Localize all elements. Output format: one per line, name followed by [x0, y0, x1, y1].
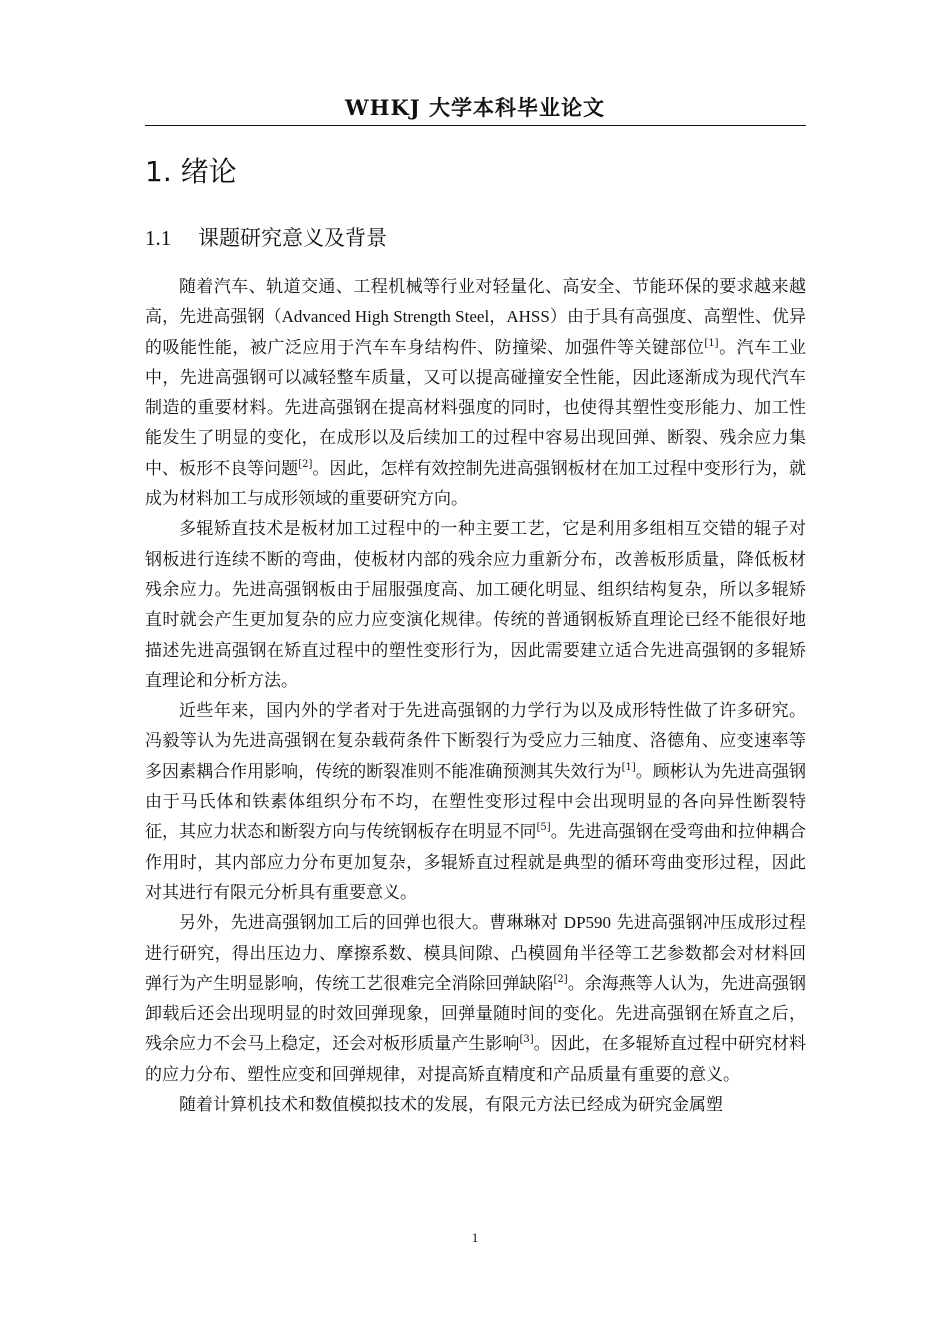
citation-ref: [1]: [704, 337, 719, 349]
citation-ref: [3]: [519, 1034, 534, 1046]
citation-ref: [2]: [553, 973, 568, 985]
page-number: 1: [471, 1230, 479, 1245]
paragraph-5-text: 随着计算机技术和数值模拟技术的发展，有限元方法已经成为研究金属塑: [179, 1095, 723, 1116]
chapter-title: 1. 绪论: [145, 155, 237, 188]
section-number: 1.1: [145, 226, 172, 250]
paragraph-2: [145, 514, 806, 696]
paragraph-4-text-d: 。因此，在多辊矫直过程中研究材料的应力分布、塑性应变和回弹规律，对提高矫直精度和产品质量有重要的意义。: [145, 1034, 807, 1085]
body-text: [145, 272, 806, 1120]
paragraph-4-text-b: 先进高强钢冲压成形过程进行研究，得出压边力、摩擦系数、模具间隙、凸模圆角半径等工艺参数都会对材料回弹行为产生明显影响，传统工艺很难完全消除回弹缺陷: [145, 913, 807, 994]
section-title: 课题研究意义及背景: [198, 226, 387, 250]
paragraph-2-text: 多辊矫直技术是板材加工过程中的一种主要工艺，它是利用多组相互交错的辊子对钢板进行连续不断的弯曲，使板材内部的残余应力重新分布，改善板形质量，降低板材残余应力。先进高强钢板由于屈服强度高、加工硬化明显、组织结构复杂，所以多辊矫直时就会产生更加复杂的应力应变演化规律。传统的普通钢板矫直理论已经不能很好地描述先进高强钢在矫直过程中的塑性变形行为，因此需要建立适合先进高强钢的多辊矫直理论和分析方法。: [145, 519, 806, 691]
paragraph-1-text-a: 随着汽车、轨道交通、工程机械等行业对轻量化、高安全、节能环保的要求越来越高，先进高强钢（: [145, 277, 806, 328]
paragraph-3-text-c: 。先进高强钢在受弯曲和拉伸耦合作用时，其内部应力分布更加复杂，多辊矫直过程就是典型的循环弯曲变形过程，因此对其进行有限元分析具有重要意义。: [145, 822, 807, 903]
citation-ref: [1]: [621, 761, 636, 773]
paragraph-1: [145, 272, 806, 514]
paragraph-1-latin-term: Advanced High Strength Steel，AHSS: [281, 307, 550, 327]
paragraph-3-text-a: 近些年来，国内外的学者对于先进高强钢的力学行为以及成形特性做了许多研究。冯毅等认为先进高强钢在复杂载荷条件下断裂行为受应力三轴度、洛德角、应变速率等多因素耦合作用影响，传统的断裂准则不能准确预测其失效行为: [145, 701, 806, 782]
paragraph-3-text-b: 。顾彬认为先进高强钢由于马氏体和铁素体组织分布不均，在塑性变形过程中会出现明显的各向异性断裂特征，其应力状态和断裂方向与传统钢板存在明显不同: [145, 761, 806, 843]
paragraph-4-text-c: 。余海燕等人认为，先进高强钢卸载后还会出现明显的时效回弹现象，回弹量随时间的变化。先进高强钢在矫直之后，残余应力不会马上稳定，还会对板形质量产生影响: [145, 973, 807, 1055]
paragraph-4-latin-term: DP590: [563, 913, 612, 933]
citation-ref: [5]: [536, 822, 551, 834]
paragraph-4: [145, 908, 806, 1090]
paragraph-1-text-c: 。汽车工业中，先进高强钢可以减轻整车质量，又可以提高碰撞安全性能，因此逐渐成为现代汽车制造的重要材料。先进高强钢在提高材料强度的同时，也使得其塑性变形能力、加工性能发生了明显的变化，在成形以及后续加工的过程中容易出现回弹、断裂、残余应力集中、板形不良等问题: [145, 337, 807, 479]
running-header-title: WHKJ 大学本科毕业论文: [345, 95, 605, 120]
citation-ref: [2]: [298, 458, 313, 470]
header-rule: [145, 125, 806, 126]
paragraph-3: [145, 696, 806, 908]
paragraph-1-text-d: 。因此，怎样有效控制先进高强钢板材在加工过程中变形行为，就成为材料加工与成形领域的重要研究方向。: [145, 458, 807, 510]
paragraph-4-text-a: 另外，先进高强钢加工后的回弹也很大。曹琳琳对: [179, 913, 564, 934]
paragraph-1-text-b: ）由于具有高强度、高塑性、优异的吸能性能，被广泛应用于汽车车身结构件、防撞梁、加强件等关键部位: [145, 307, 807, 358]
section-heading: [145, 222, 387, 252]
paragraph-5: [145, 1090, 806, 1120]
